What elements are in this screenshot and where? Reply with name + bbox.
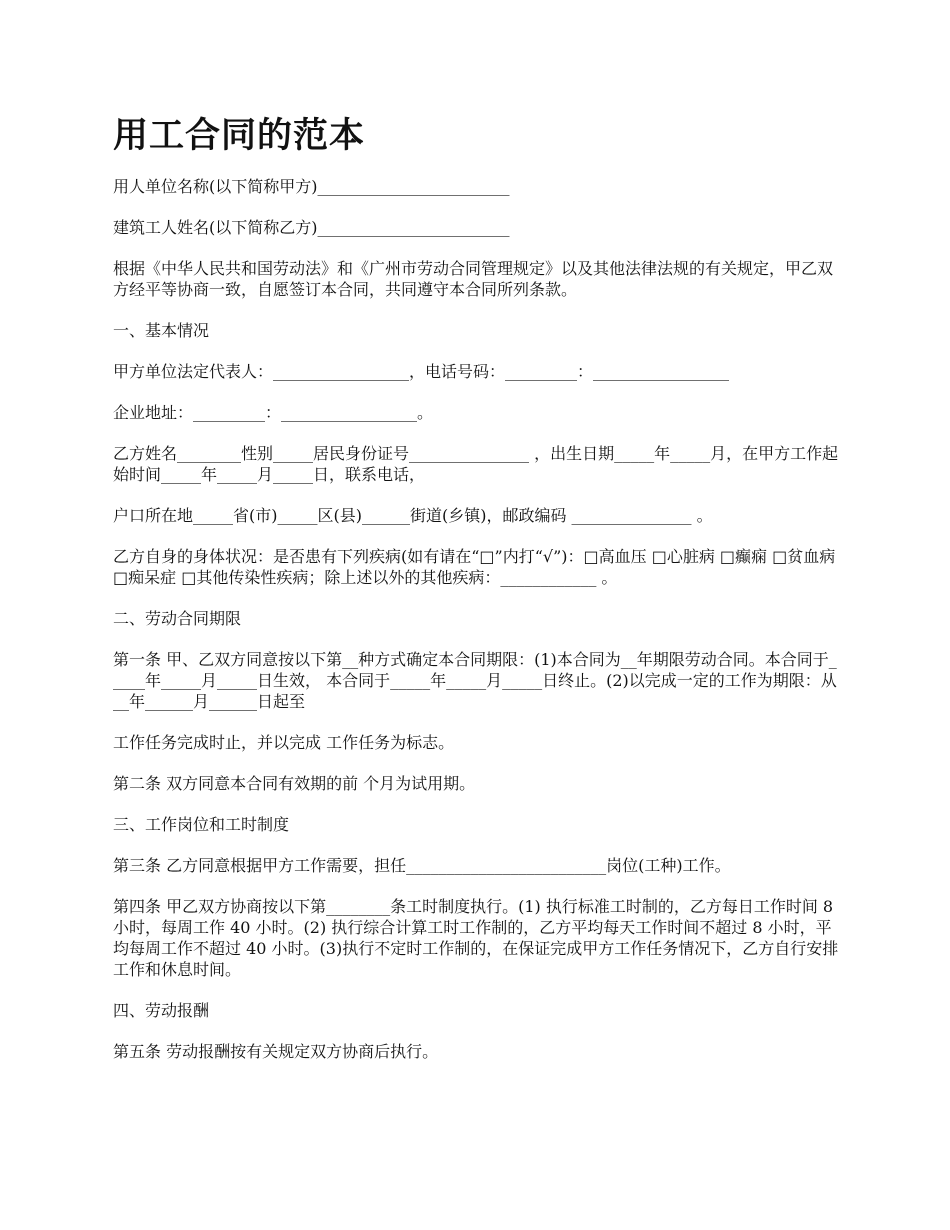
article-1-paragraph: 第一条 甲、乙双方同意按以下第__种方式确定本合同期限：(1)本合同为__年期限劳动合同。本合同于_____年_____月_____日生效， 本合同于_____年_____月_____日终止。(2)以完成一定的工作为期限：从__年______月______日起至 [113, 650, 837, 711]
section-heading-basic-info: 一、基本情况 [113, 321, 210, 340]
health-status-paragraph: 乙方自身的身体状况：是否患有下列疾病(如有请在“□”内打“√”)：□高血压 □心脏病 □癫痫 □贫血病 □痴呆症 □其他传染性疾病；除上述以外的其他疾病：____________ 。 [113, 547, 841, 587]
section-heading-position-hours: 三、工作岗位和工时制度 [113, 815, 290, 834]
article-5-paragraph: 第五条 劳动报酬按有关规定双方协商后执行。 [113, 1042, 439, 1061]
section-heading-contract-term: 二、劳动合同期限 [113, 609, 242, 628]
section-heading-remuneration: 四、劳动报酬 [113, 1001, 210, 1020]
article-4-paragraph: 第四条 甲乙双方协商按以下第________条工时制度执行。(1) 执行标准工时制的，乙方每日工作时间 8 小时，每周工作 40 小时。(2) 执行综合计算工时工作制的，乙方平均每天工作时间不超过 8 小时，平均每周工作不超过 40 小时。(3)执行不定时工作制的，在保证完成甲方工作任务情况下，乙方自行安排工作和休息时间。 [113, 897, 839, 979]
article-1-continuation: 工作任务完成时止，并以完成 工作任务为标志。 [113, 733, 455, 752]
worker-name-line: 建筑工人姓名(以下简称乙方)________________________ [113, 218, 510, 237]
article-3-paragraph: 第三条 乙方同意根据甲方工作需要，担任_________________________岗位(工种)工作。 [113, 856, 731, 875]
employer-name-line: 用人单位名称(以下简称甲方)________________________ [113, 177, 510, 196]
preamble-paragraph: 根据《中华人民共和国劳动法》和《广州市劳动合同管理规定》以及其他法律法规的有关规定，甲乙双方经平等协商一致，自愿签订本合同，共同遵守本合同所列条款。 [113, 259, 834, 299]
household-registration-line: 户口所在地_____省(市)_____区(县)______街道(乡镇)，邮政编码 _______________ 。 [113, 506, 713, 525]
worker-info-paragraph: 乙方姓名________性别_____居民身份证号_______________ ，出生日期_____年_____月，在甲方工作起始时间_____年_____月_____日，联系电话， [113, 444, 839, 484]
company-address-line: 企业地址：_________：_________________。 [113, 403, 434, 422]
legal-representative-line: 甲方单位法定代表人：_________________，电话号码：_________：_________________ [113, 362, 730, 381]
article-2-paragraph: 第二条 双方同意本合同有效期的前 个月为试用期。 [113, 774, 476, 793]
document-page [113, 110, 839, 1082]
document-title: 用工合同的范本 [113, 116, 366, 156]
